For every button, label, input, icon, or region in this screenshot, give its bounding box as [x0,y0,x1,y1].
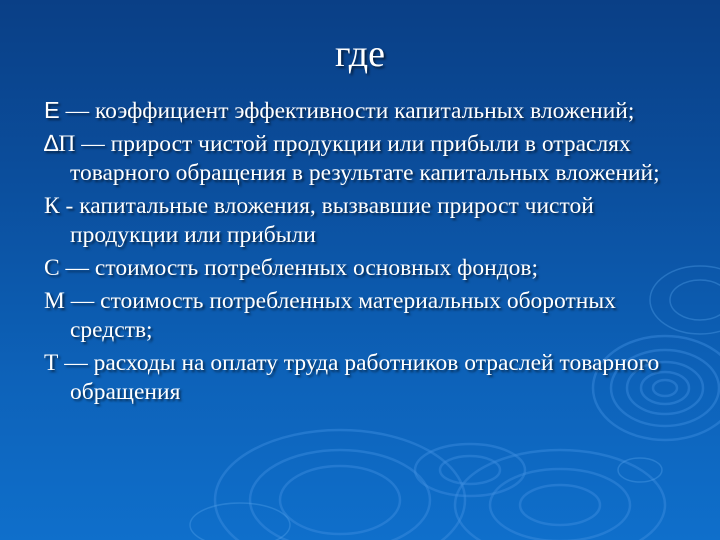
list-item [44,286,684,345]
item-text: С — стоимость потребленных основных фондов; [44,255,539,281]
item-text: М — стоимость потребленных материальных оборотных средств; [44,288,616,343]
item-symbol: ∆ [44,130,59,156]
list-item [44,191,684,250]
item-text: — коэффициент эффективности капитальных вложений; [59,98,635,124]
item-text: Т — расходы на оплату труда работников отраслей товарного обращения [44,350,660,405]
list-item [44,348,684,407]
item-text: П — прирост чистой продукции или прибыли в отраслях товарного обращения в результате капитальных вложений; [58,131,660,186]
list-item [44,129,684,188]
list-item [44,253,684,283]
list-item [44,96,684,126]
slide-title: где [335,33,385,75]
item-symbol: E [44,97,60,123]
item-text: К - капитальные вложения, вызвавшие прирост чистой продукции или прибыли [44,193,594,248]
definitions-list [44,96,684,410]
